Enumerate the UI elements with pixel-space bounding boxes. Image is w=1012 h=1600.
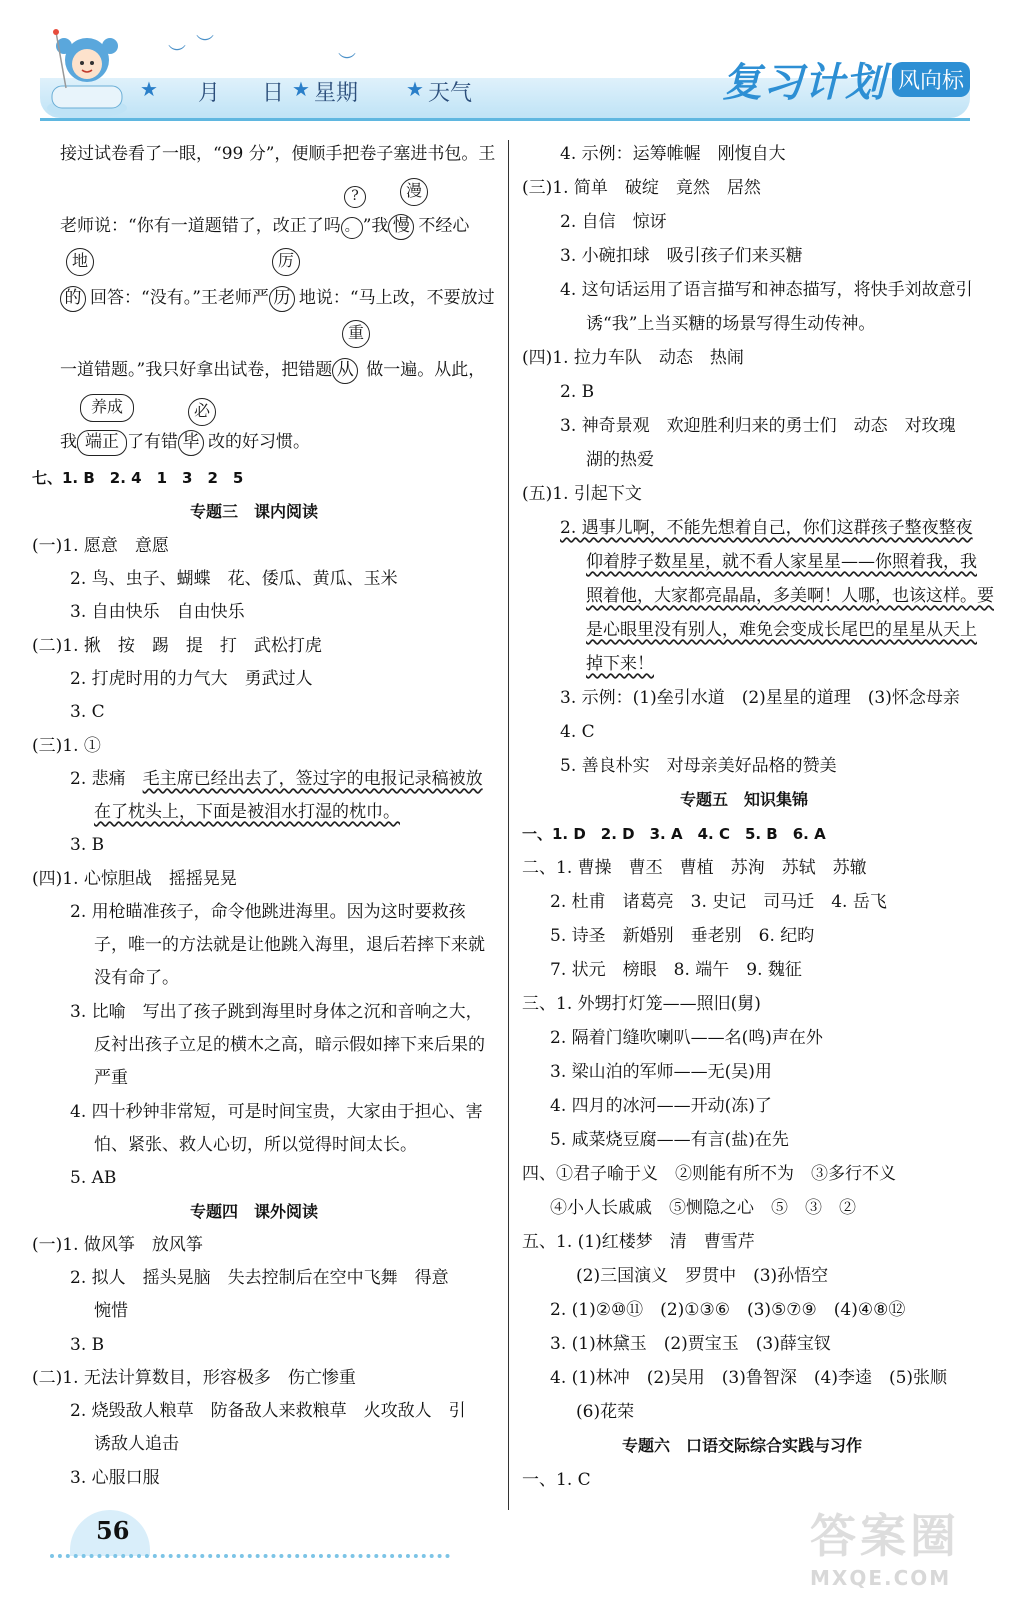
essay-line-5: 我 端正 了有错 毕 改的好习惯。	[60, 428, 310, 456]
answer-line: 7. 状元 榜眼 8. 端午 9. 魏征	[550, 960, 802, 980]
month-label: 月	[198, 81, 221, 106]
answer-line: 3. 比喻 写出了孩子跳到海里时身体之沉和音响之大，	[70, 1002, 483, 1022]
answer-line: 2. 打虎时用的力气大 勇武过人	[70, 669, 313, 689]
correction-annotation: 漫	[400, 178, 428, 206]
answer-line: 2. 烧毁敌人粮草 防备敌人来救粮草 火攻敌人 引	[70, 1401, 466, 1421]
section-heading: 专题六 口语交际综合实践与习作	[622, 1436, 863, 1455]
page-number: 56	[96, 1516, 130, 1545]
answer-line: 4. 示例：运筹帷幄 刚愎自大	[560, 144, 786, 164]
correction-mark: 慢	[388, 214, 414, 240]
answer-line: 3. (1)林黛玉 (2)贾宝玉 (3)薛宝钗	[550, 1334, 831, 1354]
answer-line: 4. 四十秒钟非常短，可是时间宝贵，大家由于担心、害	[70, 1102, 483, 1122]
correction-annotation: 厉	[272, 248, 300, 276]
answer-line: 3. 神奇景观 欢迎胜利归来的勇士们 动态 对玫瑰	[560, 416, 956, 436]
bird-icon: ︶	[196, 34, 214, 55]
star-icon: ★	[140, 77, 158, 101]
answer-line: 一、1. D 2. D 3. A 4. C 5. B 6. A	[522, 825, 826, 843]
bird-icon: ︶	[338, 52, 356, 73]
answer-line: 3. 小碗扣球 吸引孩子们来买糖	[560, 246, 803, 266]
answer-line: 五、1. (1)红楼梦 清 曹雪芹	[522, 1232, 755, 1252]
answer-line: 2. 隔着门缝吹喇叭——名(鸣)声在外	[550, 1028, 823, 1048]
correction-mark: 端正	[77, 430, 127, 456]
answer-line: (6)花荣	[576, 1402, 635, 1422]
answer-line: 5. 善良朴实 对母亲美好品格的赞美	[560, 756, 837, 776]
answer-line: 惋惜	[94, 1301, 128, 1321]
brand-logo	[722, 54, 970, 104]
answer-line: 3. 示例：(1)垒引水道 (2)星星的道理 (3)怀念母亲	[560, 688, 960, 708]
answer-line: 二、1. 曹操 曹丕 曹植 苏洵 苏轼 苏辙	[522, 858, 867, 878]
answer-line: (三)1. ①	[32, 736, 101, 756]
answer-line: 3. 心服口服	[70, 1468, 160, 1488]
answer-line: 严重	[94, 1068, 128, 1088]
answer-line: 没有命了。	[94, 968, 179, 988]
day-label: 日	[262, 81, 285, 106]
answer-line: 2. B	[560, 382, 595, 402]
answer-line: 掉下来！	[586, 654, 654, 674]
answer-line: ④小人长戚戚 ⑤恻隐之心 ⑤ ③ ②	[550, 1198, 856, 1218]
essay-line-1: 接过试卷看了一眼，“99 分”，便顺手把卷子塞进书包。王	[60, 144, 496, 164]
answer-line: 4. (1)林冲 (2)吴用 (3)鲁智深 (4)李逵 (5)张顺	[550, 1368, 948, 1388]
answer-line: (一)1. 愿意 意愿	[32, 536, 169, 556]
essay-line-3: 的 回答：“没有。”王老师严 历 地说：“马上改，不要放过	[60, 284, 495, 312]
brand-main: 复习计划	[722, 59, 886, 106]
answer-line: 5. 诗圣 新婚别 垂老别 6. 纪昀	[550, 926, 815, 946]
correction-annotation: 重	[342, 320, 370, 348]
correction-mark: 。	[341, 217, 363, 239]
answer-line: (四)1. 拉力车队 动态 热闹	[522, 348, 744, 368]
answer-line: 仰着脖子数星星，就不看人家星星——你照着我，我	[586, 552, 977, 572]
answer-line: 4. 这句话运用了语言描写和神态描写，将快手刘故意引	[560, 280, 973, 300]
answer-line: 在了枕头上，下面是被泪水打湿的枕巾。	[94, 802, 400, 822]
answer-line: 2. 鸟、虫子、蝴蝶 花、倭瓜、黄瓜、玉米	[70, 569, 398, 589]
essay-line-4: 一道错题。”我只好拿出试卷，把错题 从 做一遍。从此，	[60, 356, 485, 384]
section-heading: 专题三 课内阅读	[190, 502, 319, 521]
answer-line: (三)1. 简单 破绽 竟然 居然	[522, 178, 761, 198]
answer-line: 怕、紧张、救人心切，所以觉得时间太长。	[94, 1135, 417, 1155]
answer-line: (五)1. 引起下文	[522, 484, 642, 504]
answer-line: 七、1. B 2. 4 1 3 2 5	[32, 469, 244, 487]
answer-line: 5. AB	[70, 1168, 117, 1188]
answer-line: 是心眼里没有别人，难免会变成长尾巴的星星从天上	[586, 620, 977, 640]
footer-dots	[50, 1554, 450, 1558]
watermark	[810, 1500, 1010, 1596]
essay-line-2: 老师说：“你有一道题错了，改正了吗 。 ”我 慢 不经心	[60, 212, 469, 240]
correction-mark: 历	[269, 286, 295, 312]
weekday-label: 星期	[314, 81, 359, 106]
answer-line: 2. 用枪瞄准孩子，命令他跳进海里。因为这时要救孩	[70, 902, 466, 922]
section-heading: 专题四 课外阅读	[190, 1202, 319, 1221]
correction-mark: 从	[332, 358, 358, 384]
answer-line: 三、1. 外甥打灯笼——照旧(舅)	[522, 994, 761, 1014]
correction-annotation: 必	[188, 398, 216, 426]
answer-line: 反衬出孩子立足的横木之高，暗示假如摔下来后果的	[94, 1035, 485, 1055]
watermark-top: 答案圈	[810, 1509, 960, 1563]
correction-annotation: 养成	[80, 394, 134, 422]
star-icon: ★	[406, 77, 424, 101]
answer-line: 4. C	[560, 722, 595, 742]
page-footer	[40, 1506, 460, 1566]
answer-line: 一、1. C	[522, 1470, 591, 1490]
answer-line: 3. B	[70, 835, 105, 855]
watermark-bottom: MXQE.COM	[810, 1566, 952, 1590]
answer-line: (二)1. 揪 按 踢 提 打 武松打虎	[32, 636, 322, 656]
correction-annotation: ?	[344, 186, 366, 208]
answer-line: 2. 悲痛 毛主席已经出去了，签过字的电报记录稿被放	[70, 769, 483, 789]
header-rule	[40, 118, 970, 121]
weather-label: 天气	[428, 81, 473, 106]
answer-line: 2. 遇事儿啊，不能先想着自己，你们这群孩子整夜整夜	[560, 518, 973, 538]
answer-line: 四、①君子喻于义 ②则能有所不为 ③多行不义	[522, 1164, 896, 1184]
answer-line: 子，唯一的方法就是让他跳入海里，退后若摔下来就	[94, 935, 485, 955]
answer-line: 3. C	[70, 702, 105, 722]
answer-line: 5. 咸菜烧豆腐——有言(盐)在先	[550, 1130, 789, 1150]
answer-line: (一)1. 做风筝 放风筝	[32, 1235, 203, 1255]
page-header	[0, 0, 1012, 130]
girl-illustration-icon	[42, 20, 132, 120]
answer-line: 湖的热爱	[586, 450, 654, 470]
answer-line: 3. 自由快乐 自由快乐	[70, 602, 245, 622]
column-divider	[508, 140, 509, 1510]
correction-mark: 毕	[178, 430, 204, 456]
section-heading: 专题五 知识集锦	[680, 790, 809, 809]
correction-annotation: 地	[66, 248, 94, 276]
answer-line: 诱“我”上当买糖的场景写得生动传神。	[586, 314, 876, 334]
answer-line: 3. 梁山泊的军师——无(吴)用	[550, 1062, 772, 1082]
answer-line: 2. 拟人 摇头晃脑 失去控制后在空中飞舞 得意	[70, 1268, 449, 1288]
bird-icon: ︶	[168, 44, 186, 65]
answer-line: (二)1. 无法计算数目，形容极多 伤亡惨重	[32, 1368, 356, 1388]
correction-mark: 的	[60, 286, 86, 312]
answer-line: 诱敌人追击	[94, 1434, 179, 1454]
answer-line: 照着他，大家都亮晶晶，多美啊！人哪，也该这样。要	[586, 586, 994, 606]
brand-sub: 风向标	[892, 62, 970, 97]
answer-line: 3. B	[70, 1335, 105, 1355]
answer-line: 2. (1)②⑩⑪ (2)①③⑥ (3)⑤⑦⑨ (4)④⑧⑫	[550, 1300, 906, 1320]
answer-line: (四)1. 心惊胆战 摇摇晃晃	[32, 869, 237, 889]
answer-line: (2)三国演义 罗贯中 (3)孙悟空	[576, 1266, 829, 1286]
answer-line: 2. 杜甫 诸葛亮 3. 史记 司马迁 4. 岳飞	[550, 892, 887, 912]
answer-line: 4. 四月的冰河——开动(冻)了	[550, 1096, 772, 1116]
star-icon: ★	[292, 77, 310, 101]
answer-line: 2. 自信 惊讶	[560, 212, 667, 232]
